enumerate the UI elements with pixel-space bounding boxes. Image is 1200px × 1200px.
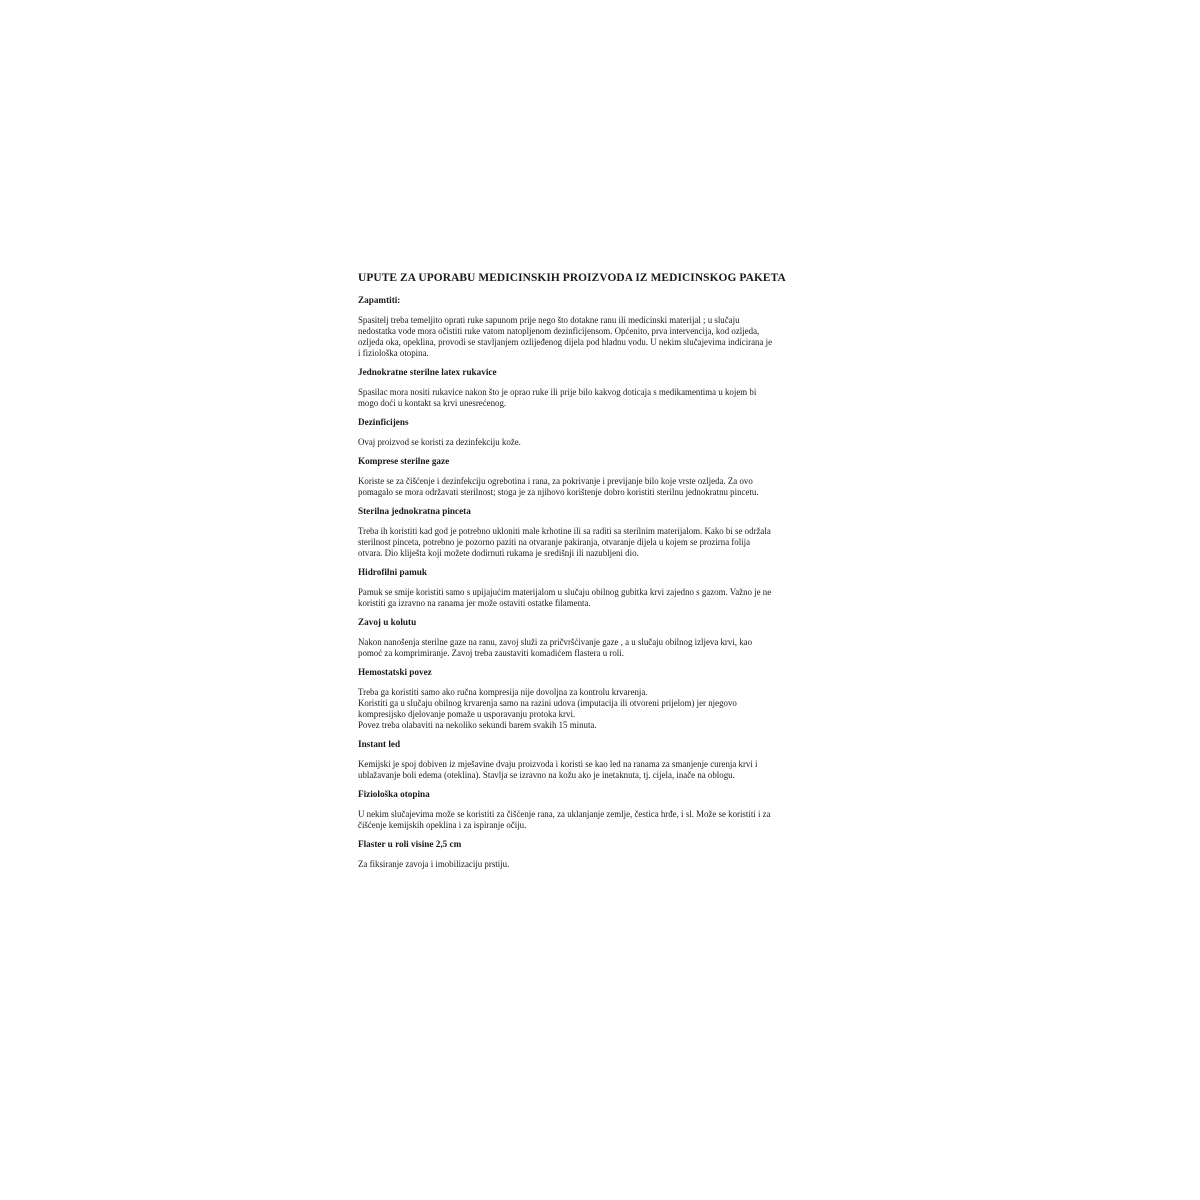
section-heading: Komprese sterilne gaze bbox=[358, 456, 450, 466]
document-page bbox=[358, 272, 833, 878]
section bbox=[358, 667, 833, 731]
text-line: Nakon nanošenja sterilne gaze na ranu, zavoj služi za pričvršćivanje gaze , a u slučaju obilnog izljeva krvi, kao bbox=[358, 637, 753, 647]
text-line: Povez treba olabaviti na nekoliko sekundi barem svakih 15 minuta. bbox=[358, 720, 597, 730]
section-heading: Hemostatski povez bbox=[358, 667, 432, 677]
section bbox=[358, 739, 833, 781]
text-line: Kemijski je spoj dobiven iz mješavine dvaju proizvoda i koristi se kao led na ranama za smanjenje curenja krvi i bbox=[358, 759, 758, 769]
document-title: UPUTE ZA UPORABU MEDICINSKIH PROIZVODA IZ MEDICINSKOG PAKETA bbox=[358, 272, 786, 284]
text-line: Koriste se za čišćenje i dezinfekciju ogrebotina i rana, za pokrivanje i previjanje bilo koje vrste ozljeda. Za ovo bbox=[358, 476, 753, 486]
text-line: kompresijsko djelovanje pomaže u usporavanju protoka krvi. bbox=[358, 709, 576, 719]
section-body bbox=[358, 859, 833, 870]
section-heading: Flaster u roli visine 2,5 cm bbox=[358, 839, 462, 849]
section-heading: Jednokratne sterilne latex rukavice bbox=[358, 367, 497, 377]
section-heading: Zavoj u kolutu bbox=[358, 617, 417, 627]
section-body bbox=[358, 387, 833, 409]
section bbox=[358, 367, 833, 409]
section-body bbox=[358, 687, 833, 731]
text-line: Spasilac mora nositi rukavice nakon što je oprao ruke ili prije bilo kakvog doticaja s medikamentima u kojem bi bbox=[358, 387, 757, 397]
section-body bbox=[358, 526, 833, 559]
text-line: i fiziološka otopina. bbox=[358, 348, 429, 358]
section bbox=[358, 789, 833, 831]
text-line: koristiti ga izravno na ranama jer može ostaviti ostatke filamenta. bbox=[358, 598, 591, 608]
text-line: pomoć za komprimiranje. Zavoj treba zaustaviti komadićem flastera u roli. bbox=[358, 648, 624, 658]
text-line: ublažavanje boli edema (oteklina). Stavlja se izravno na kožu ako je inetaknuta, tj. cijela, inače na oblogu. bbox=[358, 770, 735, 780]
section-heading: Instant led bbox=[358, 739, 401, 749]
text-line: sterilnost pinceta, potrebno je pozorno paziti na otvaranje pakiranja, otvaranje dijela u kojem se prozirna folija bbox=[358, 537, 751, 547]
section bbox=[358, 456, 833, 498]
section-body bbox=[358, 759, 833, 781]
section-body bbox=[358, 476, 833, 498]
sections-container bbox=[358, 295, 833, 870]
section-body bbox=[358, 637, 833, 659]
section-heading: Dezinficijens bbox=[358, 417, 409, 427]
text-line: Treba ih koristiti kad god je potrebno ukloniti male krhotine ili sa raditi sa sterilnim materijalom. Kako bi se održala bbox=[358, 526, 771, 536]
section bbox=[358, 295, 833, 359]
section-body bbox=[358, 315, 833, 359]
section-heading: Sterilna jednokratna pinceta bbox=[358, 506, 471, 516]
text-line: ozljeda oka, opeklina, provodi se stavljanjem ozlijeđenog dijela pod hladnu vodu. U nekim slučajevima indicirana je bbox=[358, 337, 773, 347]
text-line: Za fiksiranje zavoja i imobilizaciju prstiju. bbox=[358, 859, 510, 869]
text-line: Koristiti ga u slučaju obilnog krvarenja samo na razini udova (imputacija ili otvoreni prijelom) jer njegovo bbox=[358, 698, 737, 708]
section-heading: Zapamtiti: bbox=[358, 295, 401, 305]
section bbox=[358, 567, 833, 609]
section bbox=[358, 417, 833, 448]
section bbox=[358, 839, 833, 870]
text-line: U nekim slučajevima može se koristiti za čišćenje rana, za uklanjanje zemlje, čestica hrđe, i sl. Može se koristiti i za bbox=[358, 809, 771, 819]
text-line: čišćenje kemijskih opeklina i za ispiranje očiju. bbox=[358, 820, 527, 830]
text-line: mogo doći u kontakt sa krvi unesrećenog. bbox=[358, 398, 507, 408]
section-body bbox=[358, 809, 833, 831]
text-line: otvara. Dio kliješta koji možete dodirnuti rukama je središnji ili nazubljeni dio. bbox=[358, 548, 639, 558]
text-line: Spasitelj treba temeljito oprati ruke sapunom prije nego što dotakne ranu ili medicinski materijal ; u slučaju bbox=[358, 315, 740, 325]
text-line: Pamuk se smije koristiti samo s upijajućim materijalom u slučaju obilnog gubitka krvi zajedno s gazom. Važno je ne bbox=[358, 587, 772, 597]
section-heading: Hidrofilni pamuk bbox=[358, 567, 428, 577]
section-body bbox=[358, 587, 833, 609]
text-line: nedostatka vode mora očistiti ruke vatom natopljenom dezinficijensom. Općenito, prva intervencija, kod ozljeda, bbox=[358, 326, 760, 336]
section bbox=[358, 506, 833, 559]
text-line: Treba ga koristiti samo ako ručna kompresija nije dovoljna za kontrolu krvarenja. bbox=[358, 687, 648, 697]
text-line: Ovaj proizvod se koristi za dezinfekciju kože. bbox=[358, 437, 521, 447]
text-line: pomagalo se mora održavati sterilnost; stoga je za njihovo korištenje dobro koristiti sterilnu jednokratnu pincetu. bbox=[358, 487, 759, 497]
section-body bbox=[358, 437, 833, 448]
section-heading: Fiziološka otopina bbox=[358, 789, 430, 799]
section bbox=[358, 617, 833, 659]
